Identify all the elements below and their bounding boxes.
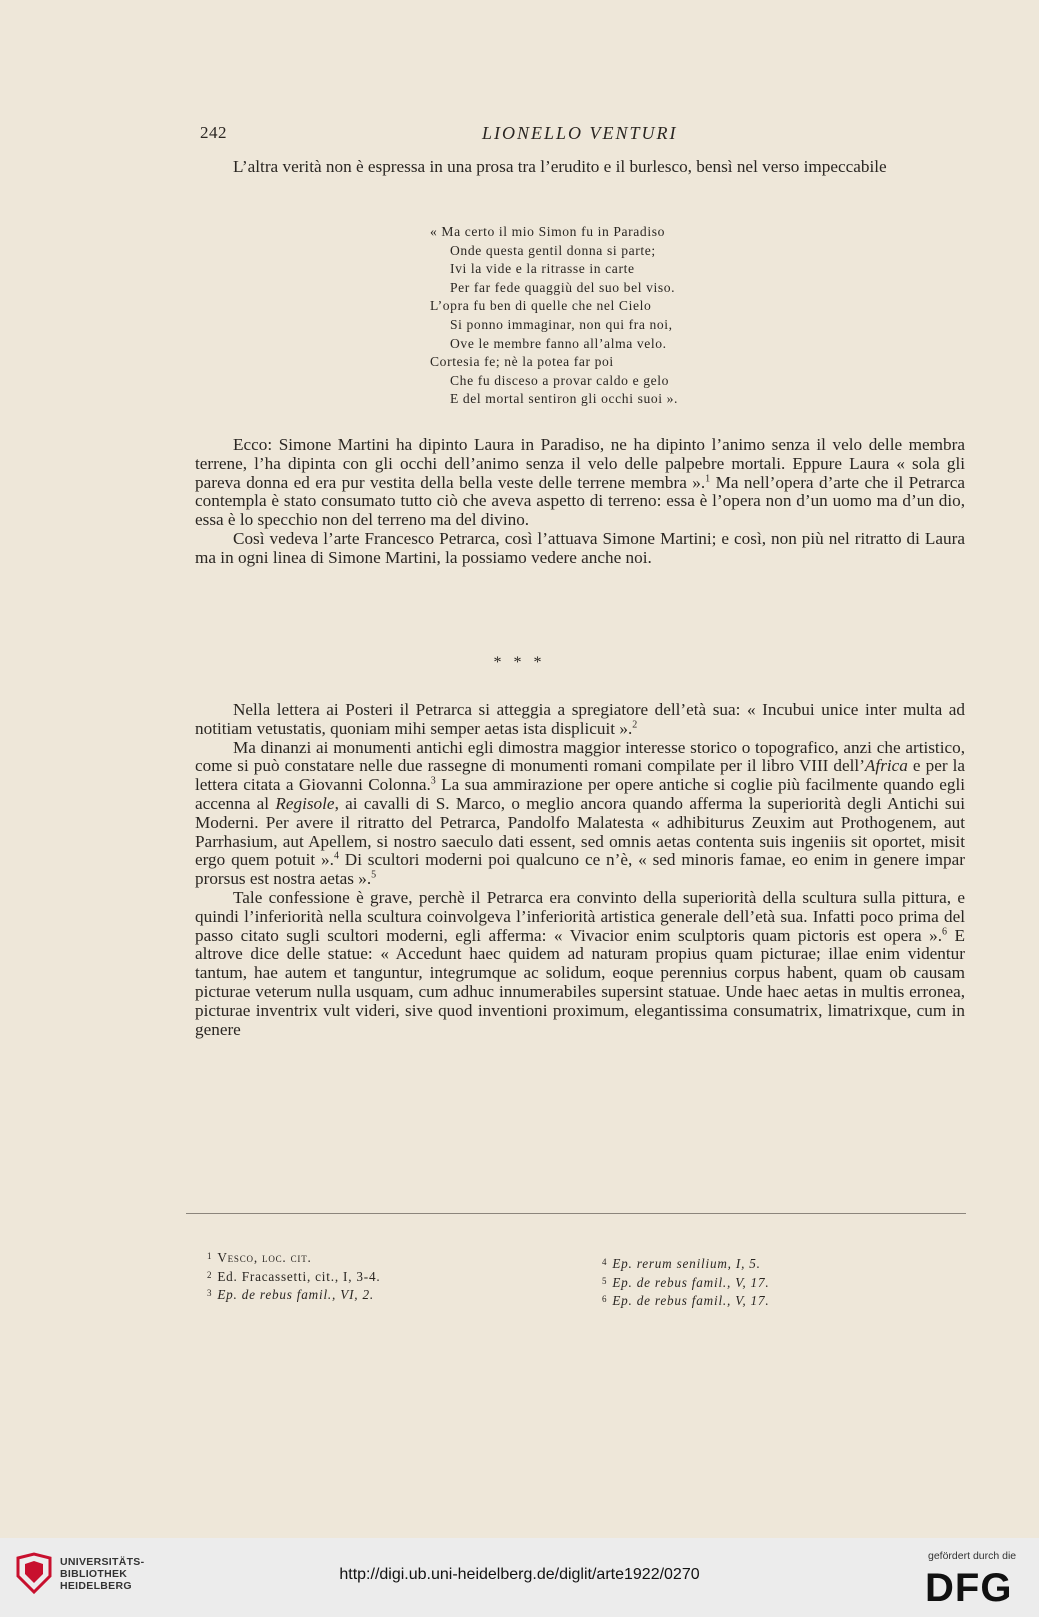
page-number: 242	[200, 123, 227, 142]
verse-line: Che fu disceso a provar caldo e gelo	[450, 372, 670, 388]
verse-line: « Ma certo il mio Simon fu in Paradiso	[430, 224, 665, 239]
verse-line: E del mortal sentiron gli occhi suoi ».	[450, 391, 679, 407]
permalink-url[interactable]: http://digi.ub.uni-heidelberg.de/diglit/arte1922/0270	[339, 1566, 700, 1583]
footnote: $^5$ Ep. de rebus famil., V, 17.	[602, 1274, 770, 1290]
funding-caption: gefördert durch die	[928, 1550, 1017, 1562]
paragraph-monumenti: Ma dinanzi ai monumenti antichi egli dimostra maggior interesse storico o topografico, anzi che artistico, come si può constatare nelle due rassegne di monumenti romani compilate per il libro VIII dell’Africa e per la lettera citata a Giovanni Colonna.$^3$ La sua ammirazione per opere antiche si coglie più facilmente quando egli accenna al Regisole, ai cavalli di S. Marco, o meglio ancora quando afferma la superiorità degli Antichi sui Moderni. Per avere il ritratto del Petrarca, Pandolfo Malatesta « adhibiturus Zeuxim aut Prothogenem, aut Parrhasium, aut Apellem, si nostro saeculo dati essent, sed omnis aetas contenta suis ingeniis sit oportet, misit ergo quem potuit ».$^4$ Di scultori moderni poi qualcuno ce n’è, « sed minoris famae, eo enim in genere impar prorsus est nostra aetas ».$^5$	[195, 737, 965, 889]
footnotes-right	[602, 1255, 769, 1311]
footnote-ref: 5	[371, 869, 377, 881]
footnotes-left	[207, 1249, 380, 1305]
footnote: $^6$ Ep. de rebus famil., V, 17.	[602, 1293, 770, 1308]
footnote: $^4$ Ep. rerum senilium, I, 5.	[602, 1256, 761, 1271]
footnote-ref: 2	[632, 719, 638, 731]
paragraph-cosi: Così vedeva l’arte Francesco Petrarca, così l’attuava Simone Martini; e così, non più nel ritratto di Laura ma in ogni linea di Simone Martini, la possiamo vedere anche noi.	[195, 528, 965, 567]
library-name: UNIVERSITÄTS- BIBLIOTHEK HEIDELBERG	[60, 1556, 145, 1592]
verse-line: Onde questa gentil donna si parte;	[450, 242, 656, 258]
footnote-ref: 1	[705, 472, 711, 484]
section-separator: * * *	[493, 654, 546, 671]
footnote: $^1$ Vesco, loc. cit.	[207, 1250, 312, 1265]
verse-line: Si ponno immaginar, non qui fra noi,	[450, 316, 673, 332]
footnote-divider	[186, 1213, 966, 1214]
footnote: $^3$ Ep. de rebus famil., VI, 2.	[207, 1287, 374, 1302]
running-title: LIONELLO VENTURI	[482, 123, 678, 143]
verse-line: L’opra fu ben di quelle che nel Cielo	[430, 298, 652, 314]
paragraph-confessione: Tale confessione è grave, perchè il Petrarca era convinto della superiorità della scultura sulla pittura, e quindi l’inferiorità nella scultura coinvolgeva l’inferiorità artistica generale dell’età sua. Infatti poco prima del passo citato sugli scultori moderni, egli afferma: « Vivacior enim sculptoris quam pictoris est opera ».$^6$ E altrove dice delle statue: « Accedunt haec quidem ad naturam propius quam picturae; illae enim videntur tantum, hae autem et tanguntur, integrumque ac solidum, eoque perennius corpus habent, quam ob causam picturae veterum nulla usquam, cum adhuc innumerabiles supersint statuae. Unde haec aetas in multis erronea, picturae inventrix vult videri, sive quod inventioni proximum, elegantissima consumatrix, limatrixque, cum in genere	[195, 887, 965, 1039]
footnote-ref: 3	[430, 775, 436, 787]
sonnet-quotation	[430, 223, 770, 409]
dfg-logo: DFG	[925, 1566, 1013, 1610]
footnote-ref: 4	[333, 850, 339, 862]
verse-line: Ove le membre fanno all’alma velo.	[450, 335, 667, 351]
verse-line: Per far fede quaggiù del suo bel viso.	[450, 279, 676, 295]
paragraph-posteri: Nella lettera ai Posteri il Petrarca si atteggia a spregiatore dell’età sua: « Incubui unice inter multa ad notitiam vetustatis, quoniam mihi semper aetas ista displicuit ».$^2$	[195, 700, 965, 738]
verse-line: Cortesia fe; nè la potea far poi	[430, 354, 614, 370]
paragraphs-commentary	[195, 436, 965, 568]
paragraph-text: L’altra verità non è espressa in una prosa tra l’erudito e il burlesco, bensì nel verso impeccabile	[233, 157, 887, 176]
paragraph-intro	[195, 158, 965, 177]
verse-line: Ivi la vide e la ritrasse in carte	[450, 261, 635, 277]
paragraph-ecco: Ecco: Simone Martini ha dipinto Laura in Paradiso, ne ha dipinto l’animo senza il velo delle membra terrene, l’ha dipinta con gli occhi dell’animo senza il velo delle palpebre mortali. Eppure Laura « sola gli pareva donna ed era pur vestita della bella veste delle terrene membra ».$^1$ Ma nell’opera d’arte che il Petrarca contempla è stato consumato tutto ciò che aveva aspetto di terreno: essa è l’opera non d’un uomo ma d’un dio, essa è lo specchio non del terreno ma del divino.	[195, 435, 965, 530]
footnote: $^2$ Ed. Fracassetti, cit., I, 3-4.	[207, 1268, 381, 1284]
footnote-ref: 6	[942, 925, 948, 937]
paragraphs-antiquity	[195, 701, 965, 1039]
